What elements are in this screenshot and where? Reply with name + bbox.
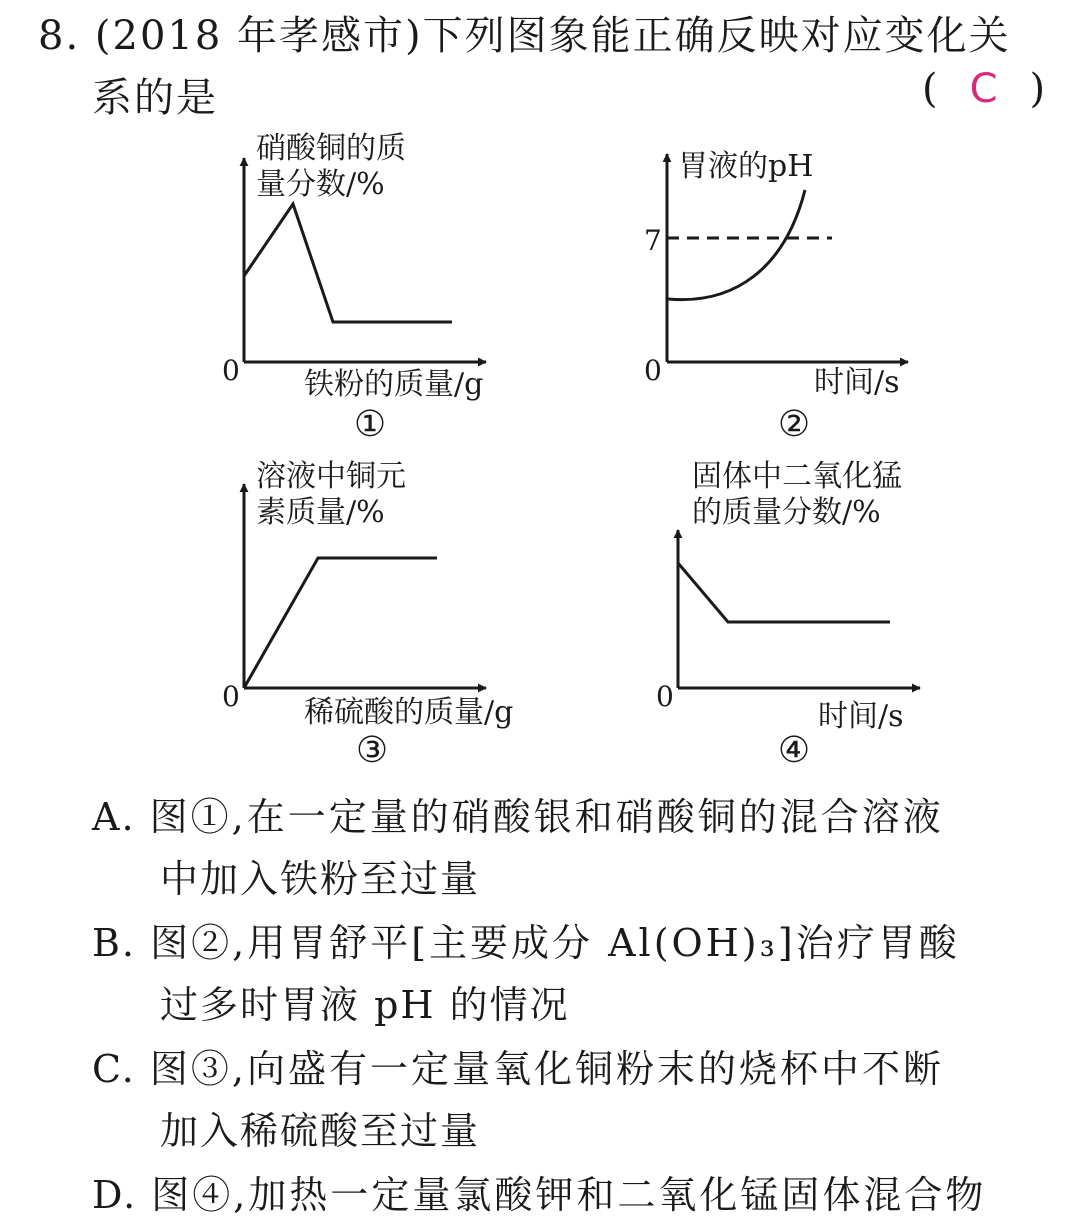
answer-open-paren: ( <box>922 66 938 112</box>
figure-4 <box>656 459 920 771</box>
fig1-ylabel-line1: 硝酸铜的质 <box>256 131 406 166</box>
fig2-origin: 0 <box>644 354 662 387</box>
fig4-ylabel-line1: 固体中二氧化猛 <box>692 459 902 494</box>
fig2-reference-tick: 7 <box>644 224 662 257</box>
option-a-line1: 图①,在一定量的硝酸银和硝酸铜的混合溶液 <box>149 795 944 839</box>
option-c-line1: 图③,向盛有一定量氧化铜粉末的烧杯中不断 <box>149 1047 944 1091</box>
fig2-ylabel: 胃液的pH <box>678 149 814 184</box>
figure-2 <box>644 149 908 445</box>
fig4-xlabel: 时间/s <box>818 699 904 734</box>
question-stem-line2: 系的是 <box>92 75 218 121</box>
fig4-number: ④ <box>777 730 811 771</box>
question-stem-text: 下列图象能正确反映对应变化关 <box>422 13 1011 59</box>
fig2-number: ② <box>777 404 811 445</box>
question-number: 8. <box>38 13 81 59</box>
option-c <box>92 1038 944 1093</box>
fig1-origin: 0 <box>222 354 240 387</box>
fig3-xlabel: 稀硫酸的质量/g <box>304 695 514 730</box>
fig4-ylabel-line2: 的质量分数/% <box>692 495 881 530</box>
option-b-line1: 图②,用胃舒平[主要成分 Al(OH)₃]治疗胃酸 <box>150 921 960 965</box>
fig3-ylabel-line2: 素质量/% <box>256 495 385 530</box>
fig3-origin: 0 <box>222 680 240 713</box>
fig3-curve <box>244 558 437 688</box>
option-c-line2: 加入稀硫酸至过量 <box>160 1109 481 1153</box>
fig1-xlabel: 铁粉的质量/g <box>304 367 484 402</box>
fig3-number: ③ <box>355 730 389 771</box>
answer-letter: C <box>969 66 998 112</box>
figure-1 <box>222 131 486 445</box>
option-b-letter: B. <box>92 921 137 965</box>
option-b <box>92 912 960 967</box>
fig1-curve <box>244 204 452 322</box>
option-a <box>92 786 944 841</box>
fig1-number: ① <box>353 404 387 445</box>
option-d-line1: 图④,加热一定量氯酸钾和二氧化锰固体混合物 <box>151 1173 987 1217</box>
fig1-ylabel-line2: 量分数/% <box>256 167 385 202</box>
option-a-letter: A. <box>92 795 136 839</box>
option-b-line2: 过多时胃液 pH 的情况 <box>160 983 570 1027</box>
answer-close-paren: ) <box>1029 66 1046 112</box>
fig4-curve <box>678 563 890 622</box>
question-source: (2018 年孝感市) <box>94 13 423 59</box>
option-a-line2: 中加入铁粉至过量 <box>160 857 481 901</box>
option-d <box>92 1164 986 1219</box>
option-c-letter: C. <box>92 1047 136 1091</box>
fig4-origin: 0 <box>656 680 674 713</box>
fig2-xlabel: 时间/s <box>814 365 900 400</box>
fig3-ylabel-line1: 溶液中铜元 <box>256 459 406 494</box>
fig2-curve <box>668 190 805 300</box>
figure-3 <box>222 459 513 771</box>
option-d-letter: D. <box>92 1173 138 1217</box>
